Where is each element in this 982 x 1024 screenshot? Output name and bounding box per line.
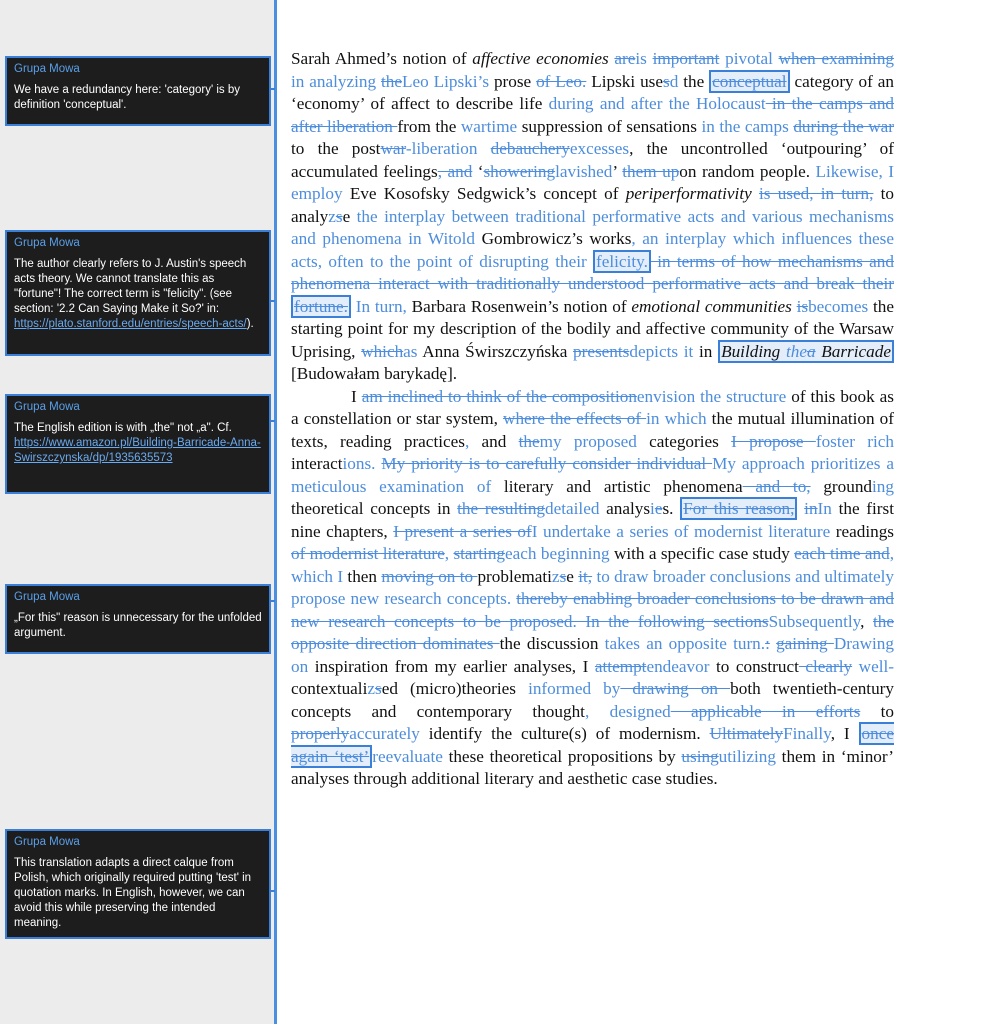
- deleted-text: I propose: [731, 431, 816, 451]
- inserted-text: In turn,: [350, 296, 407, 316]
- text-run: Gombrowicz’s works: [474, 229, 632, 248]
- deleted-text: are: [614, 49, 636, 68]
- text-run: on random people.: [679, 161, 816, 181]
- inserted-text: the: [785, 341, 807, 361]
- inserted-text: is: [635, 49, 647, 68]
- inserted-text: informed by: [528, 679, 621, 698]
- text-run: Sarah Ahmed’s notion of: [291, 49, 473, 68]
- margin-divider: [274, 0, 277, 1024]
- text-run: with a specific case study: [609, 544, 795, 563]
- deleted-text: e: [654, 499, 663, 518]
- deleted-text: them up: [622, 161, 680, 181]
- inserted-text: in the camps: [701, 116, 789, 136]
- text-run: the discussion: [499, 634, 605, 653]
- inserted-text: i: [650, 499, 655, 518]
- inserted-text: takes an opposite turn.: [604, 634, 766, 653]
- deleted-text: gaining: [776, 634, 834, 653]
- deleted-text: a: [806, 341, 816, 361]
- deleted-text: starting: [453, 544, 506, 563]
- deleted-text: where the effects of: [503, 409, 647, 428]
- inserted-text: my proposed: [539, 431, 637, 451]
- paragraph-2[interactable]: [291, 386, 894, 791]
- text-run: ,: [860, 611, 873, 631]
- deleted-text: is: [796, 296, 809, 316]
- inserted-text: becomes: [808, 296, 869, 316]
- comment-link[interactable]: https://plato.stanford.edu/entries/speech-acts/: [14, 318, 247, 330]
- text-run: interact: [291, 454, 343, 473]
- inserted-text: each beginning: [505, 544, 610, 563]
- inserted-text: lavished: [555, 161, 613, 181]
- text-run: Anna Świrszczyńska: [417, 341, 574, 361]
- inserted-text: wartime: [460, 116, 518, 136]
- comment-body: This translation adapts a direct calque from Polish, which originally required putting 'test' in quotation marks. In English, however, we can avoid this while preserving the intended meaning.: [14, 857, 252, 929]
- text-run: the first nine chapters,: [291, 499, 894, 541]
- text-run: contextuali: [291, 679, 368, 698]
- deleted-text: important: [652, 49, 720, 68]
- inserted-text: , an interplay which influences these acts, often to the point of disrupting their: [291, 229, 894, 271]
- text-run: identify the culture(s) of modernism.: [419, 724, 710, 743]
- inserted-text: foster rich: [815, 431, 894, 451]
- text-run: categories: [636, 431, 732, 451]
- text-run: to construct: [709, 656, 799, 676]
- deleted-text: s: [559, 566, 567, 586]
- commented-text[interactable]: For this reason,: [680, 497, 797, 520]
- comment-body: The English edition is with „the" not „a". Cf. https://www.amazon.pl/Building-Barricade-Anna-Swirszczynska/dp/1935635573: [14, 422, 261, 464]
- text-run: both twentieth-century concepts and contemporary thought: [291, 679, 894, 721]
- deleted-text: during the war: [793, 116, 895, 136]
- inserted-text: d: [669, 71, 679, 91]
- inserted-text: as: [403, 341, 418, 361]
- deleted-text: when examining: [778, 49, 895, 68]
- text-run: in: [693, 341, 719, 361]
- inserted-text: ing: [872, 476, 894, 496]
- deleted-text: showering: [483, 161, 556, 181]
- inserted-text: envision the structure: [636, 386, 787, 406]
- inserted-text: utilizing: [718, 746, 776, 766]
- commented-text[interactable]: conceptual: [709, 70, 789, 93]
- text-run: ed (micro)theories: [381, 679, 529, 698]
- commented-text[interactable]: once again ‘test’: [291, 724, 894, 766]
- inserted-text: pivotal: [719, 49, 779, 68]
- inserted-text: well-: [858, 656, 894, 676]
- deleted-text: each time and: [794, 544, 890, 563]
- comment-card[interactable]: [5, 230, 271, 356]
- deleted-text: s: [375, 679, 382, 698]
- comment-body: The author clearly refers to J. Austin's speech acts theory. We cannot translate this as "fortune"! The correct term is "felicity". (see section: '2.2 Can Saying Make it So?' in: https://plato.stanford.edu/entries/speech-acts/).: [14, 258, 254, 330]
- text-run: literary and artistic phenomena: [491, 476, 743, 496]
- comment-author: Grupa Mowa: [14, 63, 80, 75]
- comment-body: We have a redundancy here: 'category' is by definition 'conceptual'.: [14, 84, 241, 111]
- inserted-text: endeavor: [646, 656, 710, 676]
- text-run: the starting point for my description of the bodily and affective community of the Warsaw Uprising,: [291, 296, 895, 361]
- deleted-text: it,: [578, 566, 593, 586]
- text-run: e: [566, 566, 579, 586]
- text-run: s.: [662, 499, 681, 518]
- text-run: Lipski use: [591, 71, 663, 91]
- inserted-text: in which: [646, 409, 707, 428]
- deleted-text: My priority is to carefully consider individual: [381, 454, 713, 473]
- text-run: e: [342, 206, 357, 226]
- text-run: prose: [489, 71, 537, 91]
- text-run: Eve Kosofsky Sedgwick’s concept of: [342, 184, 626, 203]
- inserted-text: ions.: [342, 454, 376, 473]
- text-run: I: [351, 386, 362, 406]
- deleted-text: moving on to: [381, 566, 478, 586]
- inserted-text: ,: [444, 544, 454, 563]
- inserted-text: the interplay between traditional performative acts and various mechanisms and phenomena in Witold: [291, 206, 894, 248]
- text-run: suppression of sensations: [517, 116, 702, 136]
- inserted-text: , designed: [584, 701, 671, 721]
- text-run: theoretical concepts in: [291, 499, 458, 518]
- text-run: then: [343, 566, 382, 586]
- deleted-text: is used, in turn,: [759, 184, 874, 203]
- comment-author: Grupa Mowa: [14, 591, 80, 603]
- inserted-text: Likewise, I employ: [291, 161, 894, 203]
- comment-author: Grupa Mowa: [14, 836, 80, 848]
- document-body[interactable]: [291, 48, 894, 791]
- inserted-text: , which I: [291, 544, 894, 586]
- deleted-text: s: [663, 71, 670, 91]
- text-run: problemati: [477, 566, 552, 586]
- inserted-text: excesses: [569, 139, 630, 158]
- commented-text[interactable]: [718, 340, 894, 363]
- deleted-text: war: [380, 139, 406, 158]
- deleted-text: :: [765, 634, 770, 653]
- comment-card[interactable]: [5, 56, 271, 126]
- inserted-text: to draw broader conclusions and ultimately propose new research concepts.: [291, 566, 895, 608]
- deleted-text: drawing on: [620, 679, 731, 698]
- deleted-text: clearly: [798, 656, 853, 676]
- deleted-text: and to,: [742, 476, 811, 496]
- inserted-text: z: [328, 206, 336, 226]
- text-run: ‘: [472, 161, 484, 181]
- text-run: periperformativity: [625, 184, 752, 203]
- text-run: affective economies: [472, 49, 609, 68]
- comment-connector: [271, 300, 275, 302]
- deleted-text: thereby enabling broader conclusions to be drawn and new research concepts to be proposed. In the following sections: [291, 589, 894, 631]
- deleted-text: of modernist literature: [291, 544, 445, 563]
- comment-card[interactable]: [5, 394, 271, 494]
- text-run: , I: [830, 724, 859, 743]
- text-run: to analy: [291, 184, 895, 226]
- inserted-text: during and after the Holocaust: [548, 94, 766, 113]
- inserted-text: accurately: [349, 724, 420, 743]
- deleted-text: presents: [573, 341, 630, 361]
- comment-link[interactable]: https://www.amazon.pl/Building-Barricade-Anna-Swirszczynska/dp/1935635573: [14, 437, 261, 464]
- comment-card[interactable]: [5, 584, 271, 654]
- comment-connector: [271, 890, 275, 892]
- inserted-text: My approach prioritizes a meticulous examination of: [291, 454, 894, 496]
- inserted-text: Drawing on: [291, 634, 894, 676]
- inserted-text: ,: [464, 431, 470, 451]
- deleted-text: , and: [437, 161, 473, 181]
- deleted-text: using: [681, 746, 719, 766]
- text-run: ’: [612, 161, 623, 181]
- deleted-text: the: [381, 71, 402, 91]
- text-run: to the post: [291, 139, 381, 158]
- text-run: from the: [397, 116, 461, 136]
- commented-text[interactable]: fortune.: [291, 295, 351, 318]
- comment-author: Grupa Mowa: [14, 237, 80, 249]
- deleted-text: properly: [291, 724, 350, 743]
- inserted-text: reevaluate: [372, 746, 443, 766]
- text-run: of this book as a constellation or star system,: [291, 386, 894, 428]
- text-run: ground: [810, 476, 873, 496]
- comment-connector: [271, 420, 275, 422]
- text-run: Barbara Rosenwein’s notion of: [406, 296, 632, 316]
- text-run: [477, 139, 490, 158]
- inserted-text: z: [551, 566, 560, 586]
- text-run: [Budowałam barykadę].: [291, 364, 458, 383]
- text-run: the: [678, 71, 710, 91]
- deleted-text: am inclined to think of the composition: [361, 386, 637, 406]
- deleted-text: debauchery: [490, 139, 570, 158]
- text-run: category of an ‘economy’ of affect to describe life: [291, 71, 894, 113]
- text-run: emotional communities: [631, 296, 792, 316]
- inserted-text: detailed: [545, 499, 600, 518]
- text-run: and: [469, 431, 519, 451]
- commented-text[interactable]: felicity.: [593, 250, 651, 273]
- text-run: [752, 184, 759, 203]
- inserted-text: Subsequently: [768, 611, 861, 631]
- comment-card[interactable]: [5, 829, 271, 939]
- deleted-text: Ultimately: [709, 724, 784, 743]
- deleted-text: the resulting: [457, 499, 546, 518]
- deleted-text: the opposite direction dominates: [291, 611, 894, 653]
- inserted-text: in analyzing: [291, 71, 381, 91]
- text-run: analys: [599, 499, 651, 518]
- comment-connector: [271, 600, 275, 602]
- text-run: these theoretical propositions by: [442, 746, 682, 766]
- inserted-text: Leo Lipski’s: [402, 71, 490, 91]
- inserted-text: z: [367, 679, 376, 698]
- inserted-text: I undertake a series of modernist literature: [531, 521, 831, 541]
- text-run: them in ‘minor’ analyses through additional literary and aesthetic case studies.: [291, 746, 894, 788]
- paragraph-1[interactable]: [291, 48, 894, 386]
- deleted-text: attempt: [594, 656, 647, 676]
- deleted-text: in: [804, 499, 818, 518]
- text-run: Barricade: [815, 341, 891, 361]
- deleted-text: I present a series of: [393, 521, 532, 541]
- inserted-text: depicts it: [629, 341, 694, 361]
- inserted-text: In: [817, 499, 832, 518]
- text-run: to: [860, 701, 894, 721]
- deleted-text: s: [335, 206, 343, 226]
- comment-connector: [271, 88, 275, 90]
- deleted-text: the: [518, 431, 540, 451]
- inserted-text: Finally: [783, 724, 831, 743]
- deleted-text: which: [361, 341, 404, 361]
- text-run: the mutual illumination of texts, reading practices: [291, 409, 894, 451]
- text-run: Building: [721, 341, 786, 361]
- deleted-text: of Leo.: [536, 71, 587, 91]
- comment-body: „For this" reason is unnecessary for the unfolded argument.: [14, 612, 262, 639]
- text-run: , the uncontrolled ‘outpouring’ of accumulated feelings: [291, 139, 894, 181]
- deleted-text: in terms of how mechanisms and phenomena interact with traditionally understood performative acts and break their: [291, 251, 894, 293]
- text-run: readings: [830, 521, 894, 541]
- comment-author: Grupa Mowa: [14, 401, 80, 413]
- deleted-text: applicable in efforts: [670, 701, 861, 721]
- deleted-text: in the camps and after liberation: [291, 94, 894, 136]
- text-run: inspiration from my earlier analyses, I: [308, 656, 595, 676]
- inserted-text: -liberation: [405, 139, 478, 158]
